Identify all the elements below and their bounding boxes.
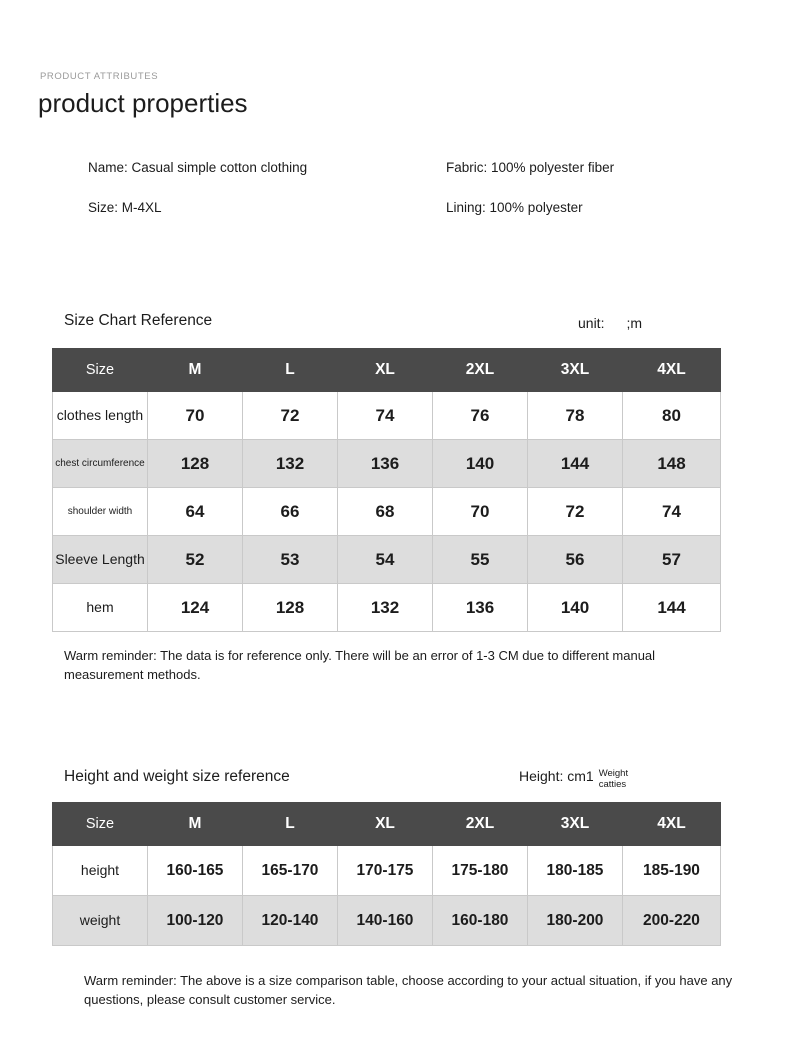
- cell-value: 140: [433, 440, 528, 488]
- cell-value: 180-185: [528, 846, 623, 896]
- cell-value: 74: [623, 488, 721, 536]
- product-attributes: [88, 160, 708, 240]
- column-header-4xl: 4XL: [623, 349, 721, 392]
- cell-value: 64: [148, 488, 243, 536]
- attribute-lining: Lining: 100% polyester: [446, 200, 583, 215]
- row-label: weight: [53, 896, 148, 946]
- size-chart-title: Size Chart Reference: [64, 312, 213, 329]
- cell-value: 72: [528, 488, 623, 536]
- cell-value: 120-140: [243, 896, 338, 946]
- cell-value: 144: [528, 440, 623, 488]
- cell-value: 175-180: [433, 846, 528, 896]
- row-label: shoulder width: [53, 488, 148, 536]
- cell-value: 54: [338, 536, 433, 584]
- row-label: hem: [53, 584, 148, 632]
- column-header-m: M: [148, 803, 243, 846]
- column-header-l: L: [243, 803, 338, 846]
- cell-value: 70: [148, 392, 243, 440]
- cell-value: 136: [433, 584, 528, 632]
- cell-value: 136: [338, 440, 433, 488]
- cell-value: 165-170: [243, 846, 338, 896]
- cell-value: 185-190: [623, 846, 721, 896]
- row-label: clothes length: [53, 392, 148, 440]
- cell-value: 66: [243, 488, 338, 536]
- cell-value: 200-220: [623, 896, 721, 946]
- cell-value: 56: [528, 536, 623, 584]
- cell-value: 124: [148, 584, 243, 632]
- cell-value: 76: [433, 392, 528, 440]
- size-chart-table: [52, 348, 721, 632]
- weight-unit-line1: Weight: [598, 768, 629, 779]
- cell-value: 68: [338, 488, 433, 536]
- cell-value: 57: [623, 536, 721, 584]
- row-label: Sleeve Length: [53, 536, 148, 584]
- column-header-size: Size: [53, 349, 148, 392]
- column-header-3xl: 3XL: [528, 349, 623, 392]
- cell-value: 52: [148, 536, 243, 584]
- page-title: product properties: [38, 88, 248, 118]
- table-header-row: [53, 349, 721, 392]
- table-header-row: [53, 803, 721, 846]
- cell-value: 128: [243, 584, 338, 632]
- cell-value: 148: [623, 440, 721, 488]
- height-weight-title: Height and weight size reference: [64, 768, 290, 785]
- table-row: [53, 392, 721, 440]
- column-header-l: L: [243, 349, 338, 392]
- cell-value: 132: [338, 584, 433, 632]
- cell-value: 55: [433, 536, 528, 584]
- cell-value: 128: [148, 440, 243, 488]
- cell-value: 160-165: [148, 846, 243, 896]
- cell-value: 53: [243, 536, 338, 584]
- size-chart-unit-value: ;m: [626, 315, 643, 331]
- table-row: [53, 440, 721, 488]
- column-header-size: Size: [53, 803, 148, 846]
- cell-value: 160-180: [433, 896, 528, 946]
- table-row: [53, 488, 721, 536]
- column-header-2xl: 2XL: [433, 803, 528, 846]
- cell-value: 180-200: [528, 896, 623, 946]
- table-row: [53, 846, 721, 896]
- cell-value: 100-120: [148, 896, 243, 946]
- column-header-3xl: 3XL: [528, 803, 623, 846]
- height-unit-label: Height: cm1: [519, 768, 594, 784]
- weight-unit-line2: catties: [598, 778, 627, 790]
- size-chart-unit: [578, 315, 642, 331]
- row-label: chest circumference: [53, 440, 148, 488]
- cell-value: 140-160: [338, 896, 433, 946]
- cell-value: 132: [243, 440, 338, 488]
- attribute-row: [88, 160, 708, 200]
- column-header-xl: XL: [338, 803, 433, 846]
- cell-value: 72: [243, 392, 338, 440]
- column-header-m: M: [148, 349, 243, 392]
- height-weight-heading: [0, 768, 790, 794]
- kicker-label: PRODUCT ATTRIBUTES: [40, 71, 159, 82]
- cell-value: 140: [528, 584, 623, 632]
- cell-value: 170-175: [338, 846, 433, 896]
- cell-value: 80: [623, 392, 721, 440]
- column-header-2xl: 2XL: [433, 349, 528, 392]
- column-header-xl: XL: [338, 349, 433, 392]
- attribute-name: Name: Casual simple cotton clothing: [88, 160, 308, 175]
- table-row: [53, 584, 721, 632]
- attribute-fabric: Fabric: 100% polyester fiber: [446, 160, 615, 175]
- table-row: [53, 536, 721, 584]
- height-weight-table: [52, 802, 721, 946]
- cell-value: 74: [338, 392, 433, 440]
- size-chart-note: Warm reminder: The data is for reference only. There will be an error of 1-3 CM due to different manual measurement methods.: [64, 648, 656, 682]
- cell-value: 70: [433, 488, 528, 536]
- column-header-4xl: 4XL: [623, 803, 721, 846]
- attribute-size: Size: M-4XL: [88, 200, 162, 215]
- weight-unit-label: [599, 769, 628, 790]
- table-row: [53, 896, 721, 946]
- size-chart-heading: [0, 312, 790, 338]
- cell-value: 78: [528, 392, 623, 440]
- row-label: height: [53, 846, 148, 896]
- attribute-row: [88, 200, 708, 240]
- height-weight-unit: [519, 768, 628, 789]
- size-chart-unit-label: unit:: [578, 315, 605, 331]
- cell-value: 144: [623, 584, 721, 632]
- height-weight-note: Warm reminder: The above is a size comparison table, choose according to your actual situation, if you have any questions, please consult customer service.: [84, 973, 733, 1007]
